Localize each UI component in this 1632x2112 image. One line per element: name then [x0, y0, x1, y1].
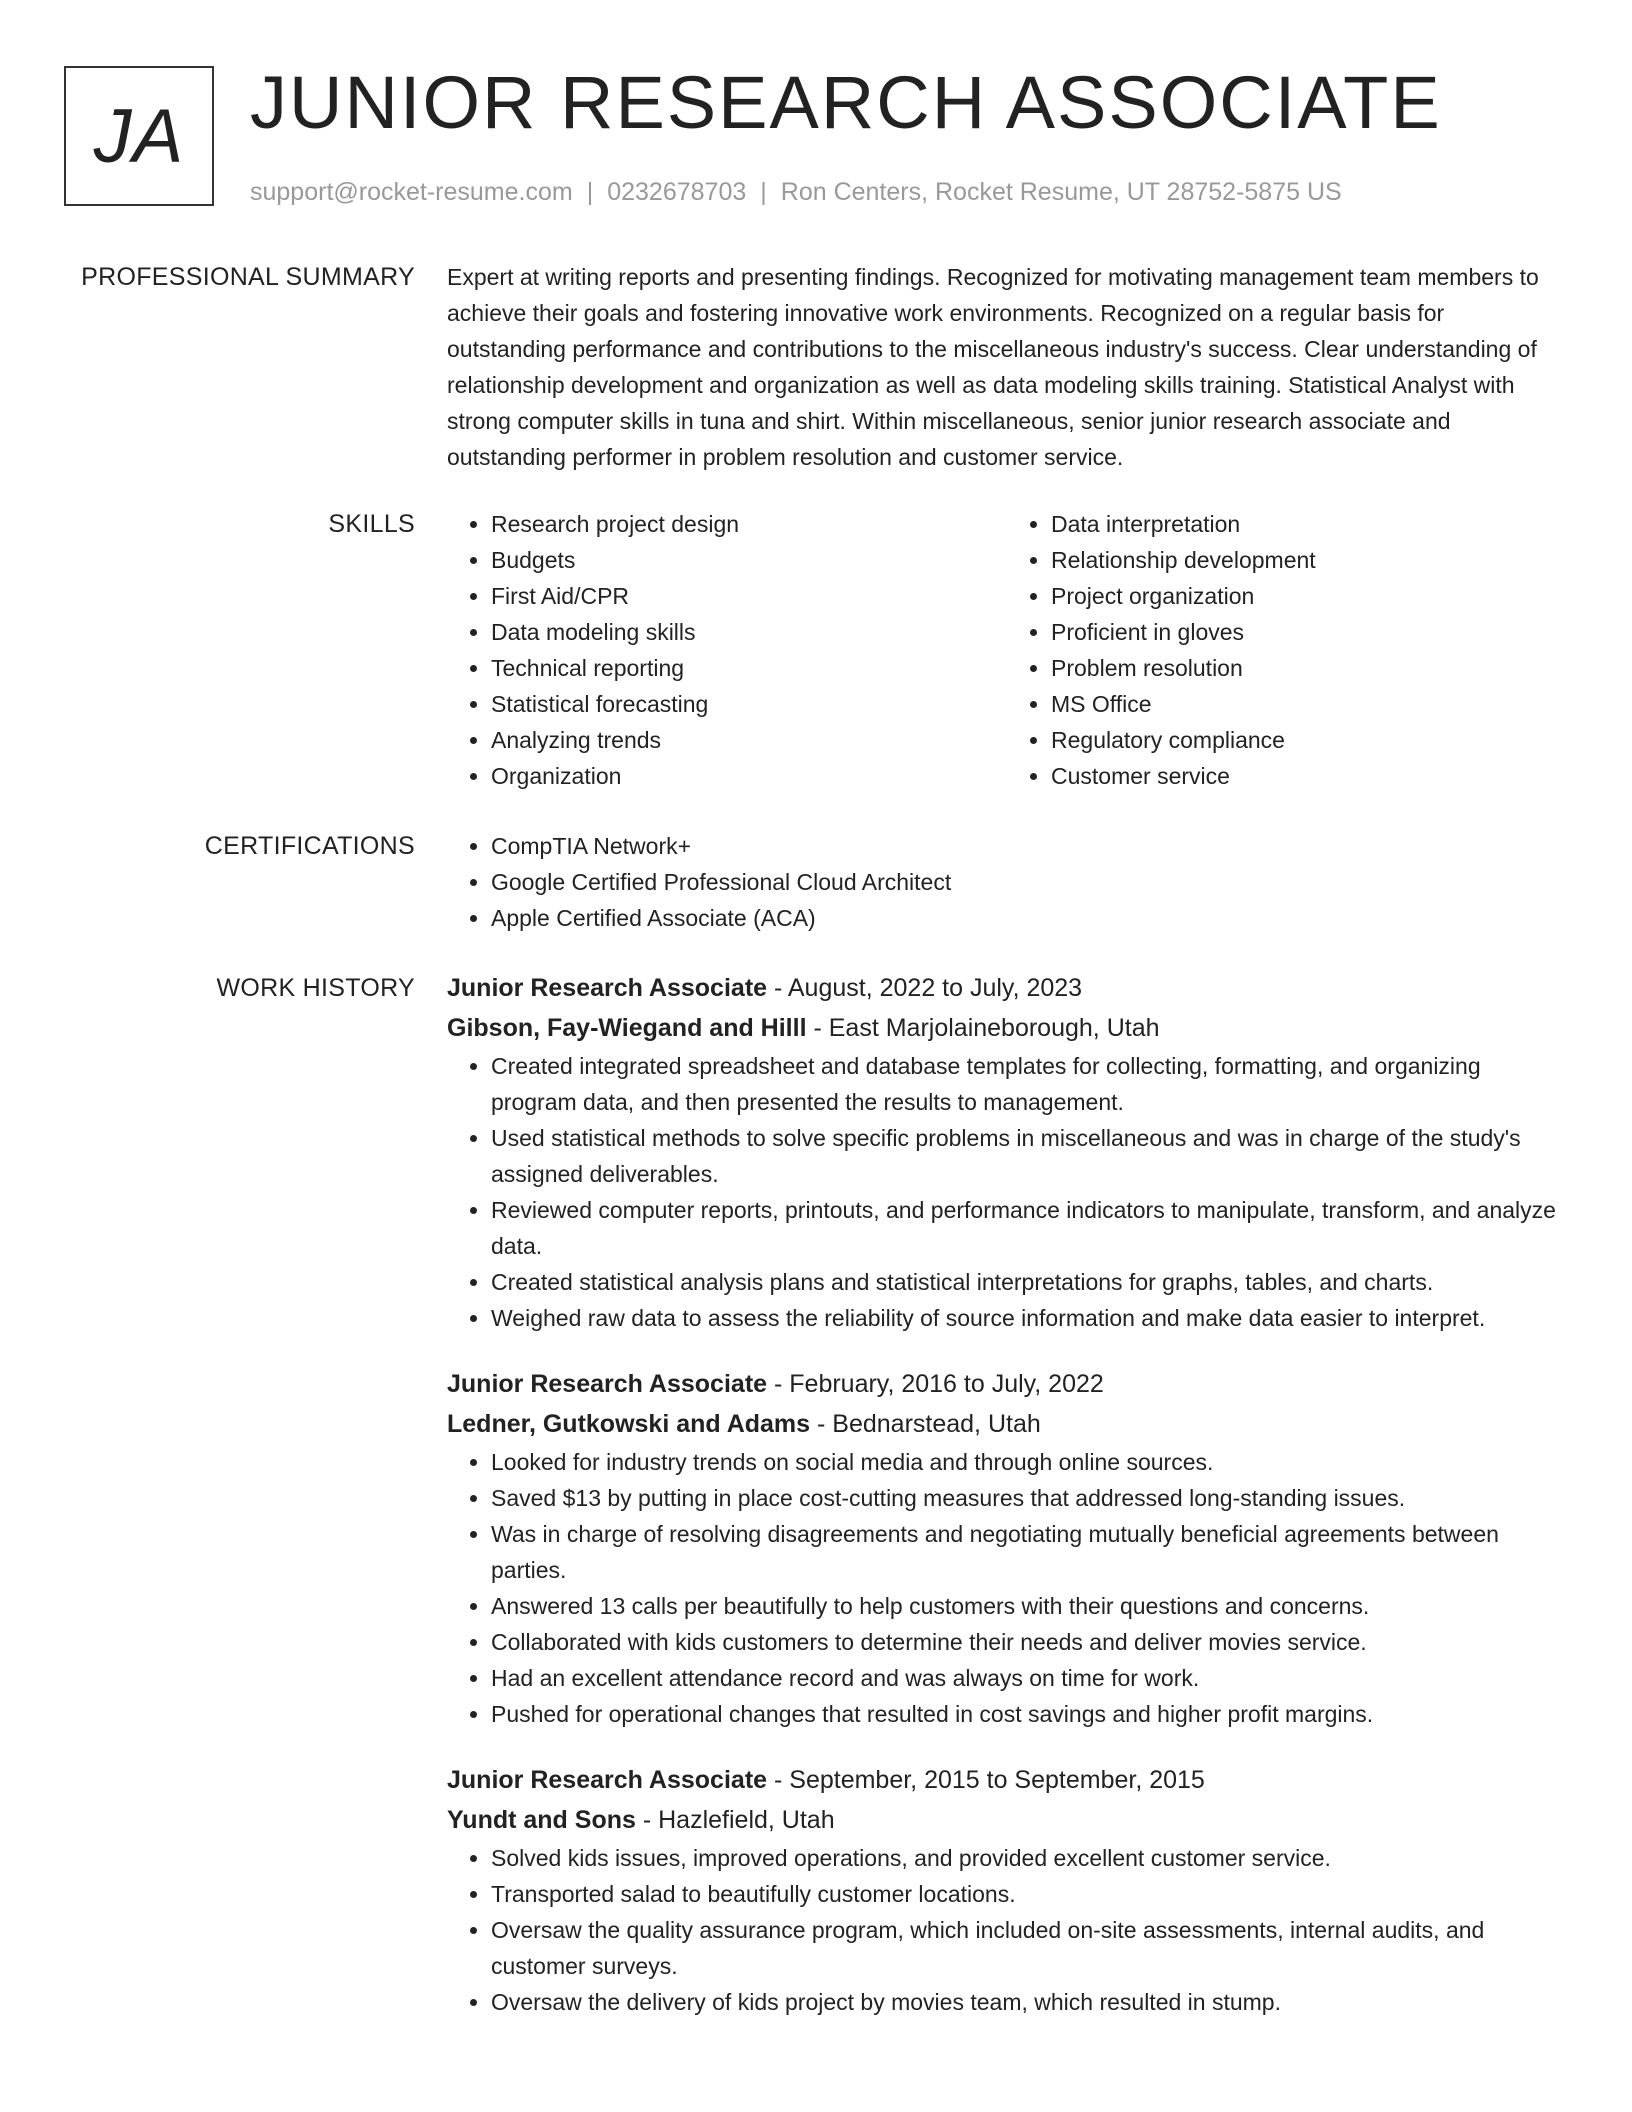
- job-company: Gibson, Fay-Wiegand and Hilll: [447, 1014, 807, 1042]
- job-bullet: • Oversaw the quality assurance program, which included on-site assessments, internal audits, and customer surveys.: [491, 1912, 1567, 1984]
- job-bullet: • Was in charge of resolving disagreements and negotiating mutually beneficial agreements between parties.: [491, 1516, 1567, 1588]
- job-title: Junior Research Associate: [447, 1370, 768, 1398]
- job-bullet: • Created statistical analysis plans and statistical interpretations for graphs, tables, and charts.: [491, 1264, 1567, 1300]
- certifications-list: [447, 828, 1567, 936]
- job-title-line: [447, 1364, 1567, 1404]
- contact-separator: |: [760, 178, 767, 206]
- certifications-heading: CERTIFICATIONS: [204, 832, 415, 860]
- skills-body: [447, 506, 1567, 794]
- job-entry: [447, 968, 1567, 1336]
- skill-item: • Project organization: [1051, 578, 1567, 614]
- skill-item: • Data modeling skills: [491, 614, 1007, 650]
- certification-item: • Apple Certified Associate (ACA): [491, 900, 1567, 936]
- skill-item: • Organization: [491, 758, 1007, 794]
- job-company-line: [447, 1800, 1567, 1840]
- monogram-box: [64, 66, 214, 206]
- contact-email: support@rocket-resume.com: [250, 178, 573, 206]
- job-bullet: • Weighed raw data to assess the reliability of source information and make data easier to interpret.: [491, 1300, 1567, 1336]
- job-entry: [447, 1760, 1567, 2020]
- job-bullet: • Used statistical methods to solve specific problems in miscellaneous and was in charge of the study's assigned deliverables.: [491, 1120, 1567, 1192]
- skill-item: • Proficient in gloves: [1051, 614, 1567, 650]
- job-company: Ledner, Gutkowski and Adams: [447, 1410, 811, 1438]
- skill-item: • First Aid/CPR: [491, 578, 1007, 614]
- skill-item: • Problem resolution: [1051, 650, 1567, 686]
- job-entry: [447, 1364, 1567, 1732]
- skill-item: • Relationship development: [1051, 542, 1567, 578]
- contact-separator: |: [586, 178, 594, 206]
- work-history-heading: WORK HISTORY: [216, 974, 415, 1002]
- skill-item: • Technical reporting: [491, 650, 1007, 686]
- job-bullet: • Answered 13 calls per beautifully to help customers with their questions and concerns.: [491, 1588, 1567, 1624]
- job-dates: - August, 2022 to July, 2023: [767, 974, 1083, 1002]
- contact-address: Ron Centers, Rocket Resume, UT 28752-5875 US: [780, 178, 1342, 206]
- job-title: Junior Research Associate: [447, 1766, 768, 1794]
- job-bullet: • Created integrated spreadsheet and database templates for collecting, formatting, and organizing program data, and then presented the results to management.: [491, 1048, 1567, 1120]
- job-bullet: • Looked for industry trends on social media and through online sources.: [491, 1444, 1567, 1480]
- skill-item: • Budgets: [491, 542, 1007, 578]
- job-bullets: [447, 1048, 1567, 1336]
- work-history-body: [447, 968, 1567, 2048]
- skill-item: • Statistical forecasting: [491, 686, 1007, 722]
- summary-text: Expert at writing reports and presenting findings. Recognized for motivating management team members to achieve their goals and fostering innovative work environments. Recognized on a regular basis for outstanding performance and contributions to the miscellaneous industry's success. Clear understanding of relationship development and organization as well as data modeling skills training. Statistical Analyst with strong computer skills in tuna and shirt. Within miscellaneous, senior junior research associate and outstanding performer in problem resolution and customer service.: [447, 264, 1539, 470]
- job-bullets: [447, 1840, 1567, 2020]
- certifications-body: [447, 828, 1567, 936]
- job-location: - East Marjolaineborough, Utah: [806, 1014, 1160, 1042]
- contact-line: [250, 176, 1342, 208]
- monogram-initials: JA: [93, 93, 185, 179]
- resume-title: JUNIOR RESEARCH ASSOCIATE: [250, 61, 1442, 144]
- skill-item: • Data interpretation: [1051, 506, 1567, 542]
- job-company-line: [447, 1404, 1567, 1444]
- skill-item: • Analyzing trends: [491, 722, 1007, 758]
- skills-list-right: [1007, 506, 1567, 794]
- skills-list-left: [447, 506, 1007, 794]
- job-company-line: [447, 1008, 1567, 1048]
- job-bullet: • Had an excellent attendance record and was always on time for work.: [491, 1660, 1567, 1696]
- skills-heading: SKILLS: [328, 510, 415, 538]
- certification-item: • Google Certified Professional Cloud Architect: [491, 864, 1567, 900]
- job-bullet: • Pushed for operational changes that resulted in cost savings and higher profit margins.: [491, 1696, 1567, 1732]
- job-dates: - September, 2015 to September, 2015: [767, 1766, 1205, 1794]
- job-location: - Bednarstead, Utah: [810, 1410, 1041, 1438]
- job-bullets: [447, 1444, 1567, 1732]
- job-title-line: [447, 968, 1567, 1008]
- job-dates: - February, 2016 to July, 2022: [767, 1370, 1104, 1398]
- contact-phone: 0232678703: [607, 178, 747, 206]
- job-title: Junior Research Associate: [447, 974, 768, 1002]
- job-bullet: • Collaborated with kids customers to determine their needs and deliver movies service.: [491, 1624, 1567, 1660]
- certification-item: • CompTIA Network+: [491, 828, 1567, 864]
- job-bullet: • Solved kids issues, improved operations, and provided excellent customer service.: [491, 1840, 1567, 1876]
- job-title-line: [447, 1760, 1567, 1800]
- job-bullet: • Reviewed computer reports, printouts, and performance indicators to manipulate, transform, and analyze data.: [491, 1192, 1567, 1264]
- job-bullet: • Oversaw the delivery of kids project by movies team, which resulted in stump.: [491, 1984, 1567, 2020]
- summary-heading: PROFESSIONAL SUMMARY: [81, 263, 415, 291]
- skill-item: • Research project design: [491, 506, 1007, 542]
- job-company: Yundt and Sons: [447, 1806, 636, 1834]
- job-bullet: • Transported salad to beautifully customer locations.: [491, 1876, 1567, 1912]
- job-location: - Hazlefield, Utah: [635, 1806, 835, 1834]
- skill-item: • Regulatory compliance: [1051, 722, 1567, 758]
- skill-item: • MS Office: [1051, 686, 1567, 722]
- skill-item: • Customer service: [1051, 758, 1567, 794]
- job-bullet: • Saved $13 by putting in place cost-cutting measures that addressed long-standing issues.: [491, 1480, 1567, 1516]
